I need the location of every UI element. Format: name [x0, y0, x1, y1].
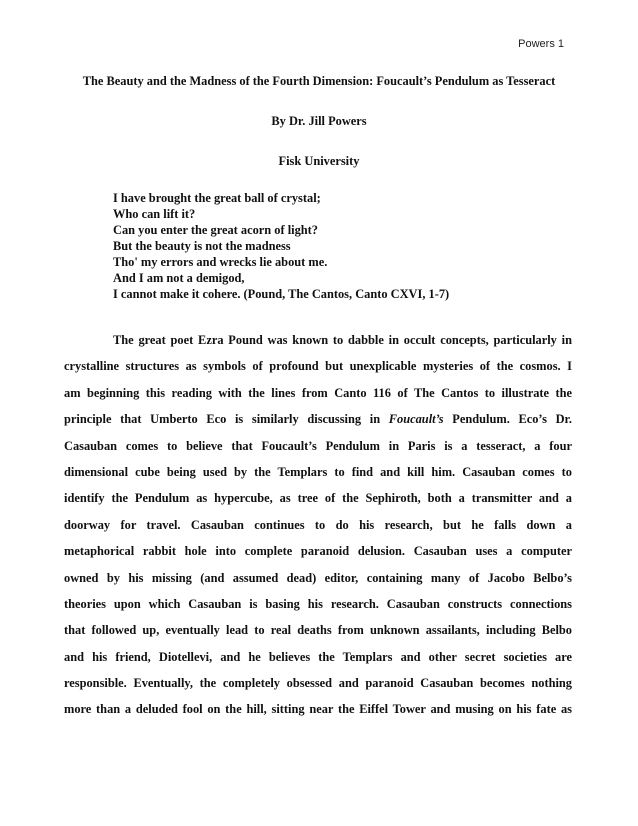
body-line: identify the Pendulum as hypercube, as tree of the Sephiroth, both a transmitter and a	[64, 491, 572, 506]
body-line: crystalline structures as symbols of profound but unexplicable mysteries of the cosmos. I	[64, 359, 572, 374]
body-line-text-after: Pendulum. Eco’s Dr.	[443, 412, 572, 427]
epigraph-line: Tho' my errors and wrecks lie about me.	[113, 255, 328, 269]
body-paragraph	[64, 327, 572, 723]
book-title-italic: Foucault’s	[388, 412, 444, 427]
body-line: am beginning this reading with the lines from Canto 116 of The Cantos to illustrate the	[64, 385, 572, 400]
author-affiliation: Fisk University	[278, 154, 360, 168]
author-byline: By Dr. Jill Powers	[271, 114, 367, 128]
body-line: dimensional cube being used by the Templars to find and kill him. Casauban comes to	[64, 464, 572, 479]
epigraph-line: But the beauty is not the madness	[113, 239, 291, 253]
body-line: owned by his missing (and assumed dead) editor, containing many of Jacobo Belbo’s	[64, 570, 572, 585]
body-line: doorway for travel. Casauban continues to do his research, but he falls down a	[64, 517, 572, 532]
body-line: theories upon which Casauban is basing his research. Casauban constructs connections	[64, 596, 572, 611]
epigraph-line: And I am not a demigod,	[113, 271, 245, 285]
epigraph-line: I have brought the great ball of crystal;	[113, 191, 321, 205]
epigraph-line: Can you enter the great acorn of light?	[113, 223, 318, 237]
epigraph-line: Who can lift it?	[113, 207, 196, 221]
body-line: and his friend, Diotellevi, and he believes the Templars and other secret societies are	[64, 649, 572, 664]
body-line-text: principle that Umberto Eco is similarly discussing in	[64, 412, 381, 427]
body-line: The great poet Ezra Pound was known to dabble in occult concepts, particularly in	[113, 333, 572, 347]
body-line: metaphorical rabbit hole into complete paranoid delusion. Casauban uses a computer	[64, 544, 572, 559]
paper-title: The Beauty and the Madness of the Fourth Dimension: Foucault’s Pendulum as Tesseract	[82, 74, 556, 88]
epigraph	[113, 190, 449, 302]
body-line: Casauban comes to believe that Foucault’s Pendulum in Paris is a tesseract, a four	[64, 438, 572, 453]
body-line-with-title	[64, 406, 572, 432]
body-line: responsible. Eventually, the completely obsessed and paranoid Casauban becomes nothing	[64, 676, 572, 691]
running-head: Powers 1	[518, 38, 564, 50]
body-line: more than a deluded fool on the hill, sitting near the Eiffel Tower and musing on his fate as	[64, 702, 572, 717]
epigraph-line: I cannot make it cohere. (Pound, The Cantos, Canto CXVI, 1-7)	[113, 287, 450, 301]
body-line: that followed up, eventually lead to real deaths from unknown assailants, including Belbo	[64, 623, 572, 638]
